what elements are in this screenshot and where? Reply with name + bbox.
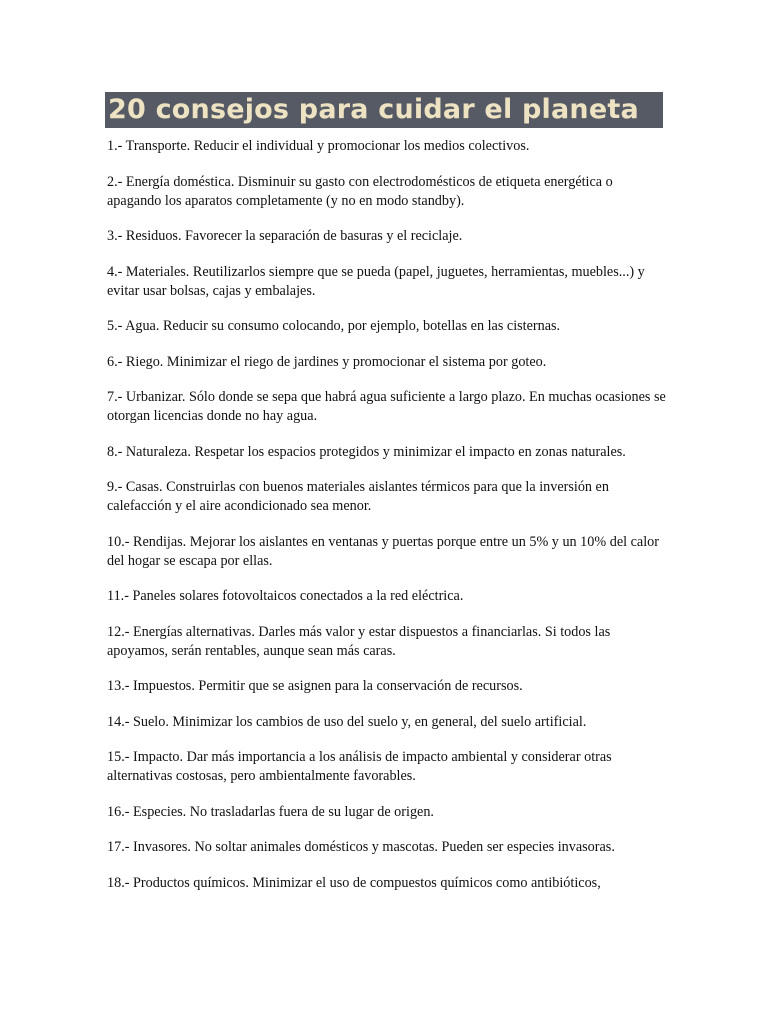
list-item: 6.- Riego. Minimizar el riego de jardines y promocionar el sistema por goteo. [107,353,547,370]
page-title: 20 consejos para cuidar el planeta [108,94,639,125]
list-item: 8.- Naturaleza. Respetar los espacios protegidos y minimizar el impacto en zonas naturales. [107,443,626,460]
list-item: 12.- Energías alternativas. Darles más valor y estar dispuestos a financiarlas. Si todos las apoyamos, serán rentables, aunque sean más caras. [107,623,611,659]
list-item: 9.- Casas. Construirlas con buenos materiales aislantes térmicos para que la inversión en calefacción y el aire acondicionado sea menor. [107,479,609,514]
list-item: 7.- Urbanizar. Sólo donde se sepa que habrá agua suficiente a largo plazo. En muchas ocasiones se otorgan licencias donde no hay agua. [107,389,666,424]
title-banner [105,92,663,128]
list-item: 1.- Transporte. Reducir el individual y promocionar los medios colectivos. [107,138,530,154]
list-item: 16.- Especies. No trasladarlas fuera de su lugar de origen. [107,803,434,820]
list-item: 18.- Productos químicos. Minimizar el uso de compuestos químicos como antibióticos, [107,874,601,891]
list-item: 13.- Impuestos. Permitir que se asignen para la conservación de recursos. [107,678,523,694]
list-item: 3.- Residuos. Favorecer la separación de basuras y el reciclaje. [107,228,463,244]
list-item: 5.- Agua. Reducir su consumo colocando, por ejemplo, botellas en las cisternas. [107,318,561,334]
list-item: 10.- Rendijas. Mejorar los aislantes en ventanas y puertas porque entre un 5% y un 10% del calor del hogar se escapa por ellas. [107,533,659,569]
list-item: 4.- Materiales. Reutilizarlos siempre que se pueda (papel, juguetes, herramientas, muebles...) y evitar usar bolsas, cajas y embalajes. [107,263,645,299]
list-item: 2.- Energía doméstica. Disminuir su gasto con electrodomésticos de etiqueta energética o apagando los aparatos completamente (y no en modo standby). [107,173,613,209]
tips-list [107,137,667,909]
list-item: 15.- Impacto. Dar más importancia a los análisis de impacto ambiental y considerar otras alternativas costosas, pero ambientalmente favorables. [107,749,612,784]
list-item: 14.- Suelo. Minimizar los cambios de uso del suelo y, en general, del suelo artificial. [107,713,587,730]
list-item: 11.- Paneles solares fotovoltaicos conectados a la red eléctrica. [107,588,464,604]
list-item: 17.- Invasores. No soltar animales domésticos y mascotas. Pueden ser especies invasoras. [107,839,615,855]
